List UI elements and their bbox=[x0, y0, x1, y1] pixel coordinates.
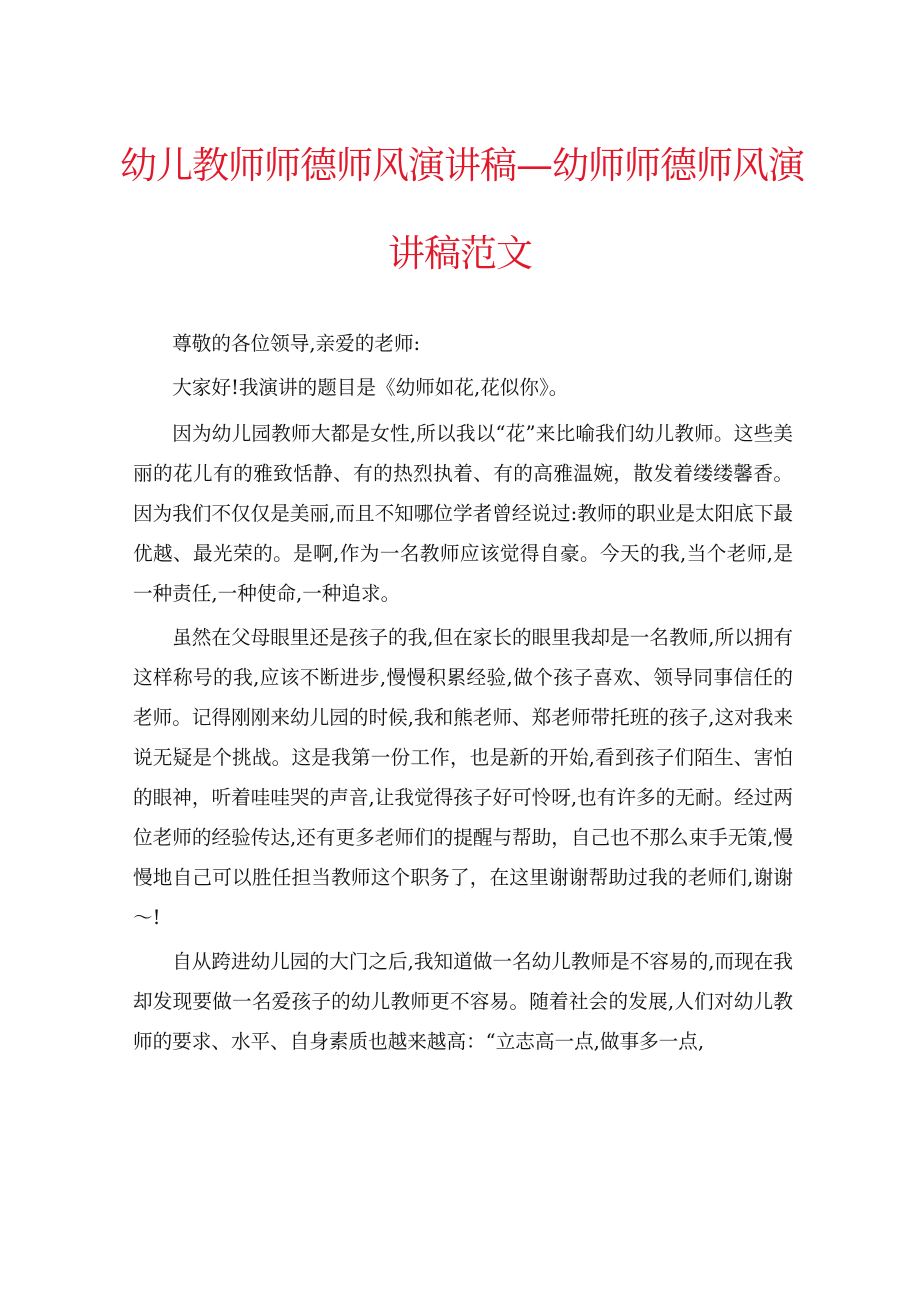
document-title-line-1: 幼儿教师师德师风演讲稿—幼师师德师风演 bbox=[120, 144, 804, 187]
document-title-line-2: 讲稿范文 bbox=[388, 232, 532, 275]
greeting-paragraph: 尊敬的各位领导,亲爱的老师: bbox=[172, 332, 421, 355]
body-paragraph: 自从跨进幼儿园的大门之后,我知道做一名幼儿教师是不容易的,而现在我却发现要做一名爱孩子的幼儿教师更不容易。随着社会的发展,人们对幼儿教师的要求、水平、自身素质也越来越高：“立志高一点,做事多一点, bbox=[133, 950, 793, 1053]
body-paragraph: 虽然在父母眼里还是孩子的我,但在家长的眼里我却是一名教师,所以拥有这样称号的我,应该不断进步,慢慢积累经验,做个孩子喜欢、领导同事信任的老师。记得刚刚来幼儿园的时候,我和熊老师、郑老师带托班的孩子,这对我来说无疑是个挑战。这是我第一份工作，也是新的开始,看到孩子们陌生、害怕的眼神，听着哇哇哭的声音,让我觉得孩子好可怜呀,也有许多的无耐。经过两位老师的经验传达,还有更多老师们的提醒与帮助，自己也不那么束手无策,慢慢地自己可以胜任担当教师这个职务了，在这里谢谢帮助过我的老师们,谢谢～! bbox=[133, 626, 793, 929]
intro-paragraph: 大家好!我演讲的题目是《幼师如花,花似你》。 bbox=[172, 376, 569, 399]
body-paragraph: 因为幼儿园教师大都是女性,所以我以“花”来比喻我们幼儿教师。这些美丽的花儿有的雅致恬静、有的热烈执着、有的高雅温婉，散发着缕缕馨香。因为我们不仅仅是美丽,而且不知哪位学者曾经说过:教师的职业是太阳底下最优越、最光荣的。是啊,作为一名教师应该觉得自豪。今天的我,当个老师,是一种责任,一种使命,一种追求。 bbox=[133, 422, 793, 605]
document-body bbox=[133, 322, 793, 1066]
